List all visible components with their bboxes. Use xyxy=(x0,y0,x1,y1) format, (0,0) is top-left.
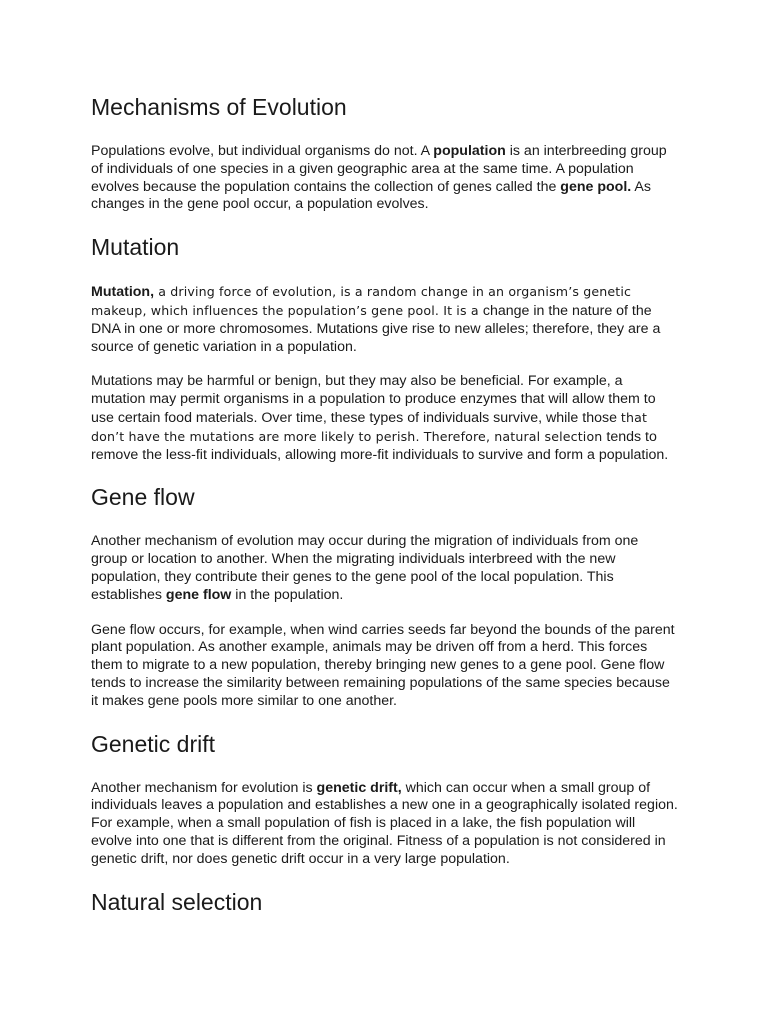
mutation-p2-text-2: tends to remove the less-fit individuals, allowing more-fit individuals to survive and form a population. xyxy=(91,428,669,463)
intro-text-2: is an interbreeding group of individuals of one species in a given geographic area at the same time. A population evolves because the population contains the collection of genes called the xyxy=(91,143,667,195)
term-gene-pool: gene pool. xyxy=(560,178,632,195)
heading-genetic-drift: Genetic drift xyxy=(91,730,215,757)
heading-natural-selection: Natural selection xyxy=(91,888,263,915)
genetic-drift-text-1: Another mechanism for evolution is xyxy=(91,779,317,796)
term-genetic-drift: genetic drift, xyxy=(316,779,402,796)
term-mutation: Mutation, xyxy=(91,284,155,301)
intro-paragraph xyxy=(91,143,678,214)
gene-flow-text-2: in the population. xyxy=(231,586,344,603)
term-gene-flow: gene flow xyxy=(165,586,232,603)
mutation-p2-text-1: Mutations may be harmful or benign, but they may also be beneficial. For example, a mutation may permit organisms in a population to produce enzymes that will allow them to use certain food materials. Over time, these types of individuals survive, while those xyxy=(91,373,656,426)
intro-text-3: As changes in the gene pool occur, a population evolves. xyxy=(91,178,651,213)
genetic-drift-text-2: which can occur when a small group of individuals leaves a population and establishes a new one in a geographically isolated region. For example, when a small population of fish is placed in a lake, the fish population will evolve into one that is different from the original. Fitness of a population is not considered in genetic drift, nor does genetic drift occur in a very large population. xyxy=(91,779,678,867)
gene-flow-paragraph-2: Gene flow occurs, for example, when wind carries seeds far beyond the bounds of the parent plant population. As another example, animals may be driven off from a herd. This forces them to migrate to a new population, thereby bringing new genes to a gene pool. Gene flow tends to increase the similarity between remaining populations of the same species because it makes gene pools more similar to one another. xyxy=(91,621,675,709)
intro-text-1: Populations evolve, but individual organisms do not. A xyxy=(91,143,434,159)
page-title: Mechanisms of Evolution xyxy=(91,94,347,120)
gene-flow-text-1: Another mechanism of evolution may occur during the migration of individuals from one group or location to another. When the migrating individuals interbreed with the new population, they contribute their genes to the gene pool of the local population. This establishes xyxy=(91,533,639,603)
mutation-p2-alt-text: that don’t have the mutations are more likely to perish. Therefore, natural selection xyxy=(91,409,648,444)
gene-flow-paragraph-1 xyxy=(91,533,678,604)
term-population: population xyxy=(433,143,506,159)
genetic-drift-paragraph xyxy=(91,780,678,869)
heading-mutation: Mutation xyxy=(91,234,180,261)
mutation-paragraph-1 xyxy=(91,283,678,356)
mutation-text-1: change in the nature of the DNA in one or more chromosomes. Mutations give rise to new alleles; therefore, they are a source of genetic variation in a population. xyxy=(91,302,661,355)
mutation-alt-text: a driving force of evolution, is a random change in an organism’s genetic makeup, which influences the population’s gene pool. It is a xyxy=(91,284,632,318)
heading-gene-flow: Gene flow xyxy=(91,484,195,511)
mutation-paragraph-2 xyxy=(91,373,678,464)
